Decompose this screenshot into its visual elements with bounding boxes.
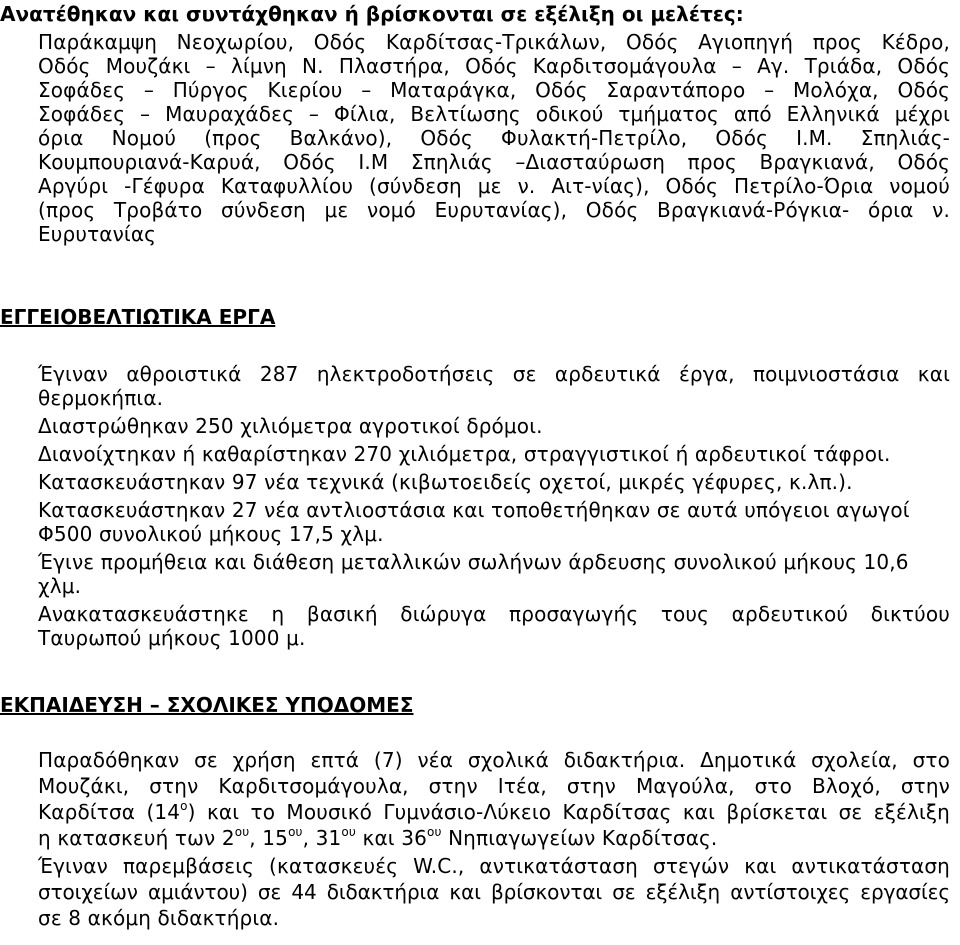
education-line-sup bbox=[38, 826, 950, 852]
studies-heading: Ανατέθηκαν και συντάχθηκαν ή βρίσκονται σε εξέλιξη οι μελέτες: bbox=[0, 2, 744, 26]
education-line: Μουζάκι, στην Καρδιτσομάγουλα, στην Ιτέα, στην Μαγούλα, στο Βλοχό, στην bbox=[38, 774, 950, 798]
studies-line: Παράκαμψη Νεοχωρίου, Οδός Καρδίτσας-Τρικάλων, Οδός Αγιοπηγή προς Κέδρο, bbox=[38, 30, 950, 54]
education-line: σε 8 ακόμη διδακτήρια. bbox=[38, 906, 280, 930]
land-works-line: Κατασκευάστηκαν 27 νέα αντλιοστάσια και τοποθετήθηκαν σε αυτά υπόγειοι αγωγοί bbox=[38, 498, 910, 522]
education-paragraph bbox=[38, 748, 950, 932]
studies-line: Σοφάδες – Μαυραχάδες – Φίλια, Βελτίωσης οδικού τμήματος από Ελληνικά μέχρι bbox=[38, 102, 950, 126]
land-works-line: χλμ. bbox=[38, 574, 82, 598]
studies-paragraph bbox=[38, 30, 950, 246]
ordinal-suffix: ου bbox=[234, 825, 250, 839]
land-works-line: Διαστρώθηκαν 250 χιλιόμετρα αγροτικοί δρόμοι. bbox=[38, 414, 543, 438]
land-works-line: θερμοκήπια. bbox=[38, 386, 164, 410]
education-text: , 31 bbox=[302, 826, 342, 850]
education-text: και 36 bbox=[356, 826, 427, 850]
ordinal-suffix: ου bbox=[426, 825, 442, 839]
studies-line: όρια Νομού (προς Βαλκάνο), Οδός Φυλακτή-Πετρίλο, Οδός Ι.Μ. Σπηλιάς- bbox=[38, 126, 950, 150]
education-text: ) και το Μουσικό Γυμνάσιο-Λύκειο Καρδίτσας και βρίσκεται σε εξέλιξη bbox=[187, 800, 950, 824]
ordinal-suffix: ου bbox=[341, 825, 357, 839]
land-works-line: Φ500 συνολικού μήκους 17,5 χλμ. bbox=[38, 522, 384, 546]
education-line-sup bbox=[38, 800, 950, 826]
land-works-paragraph bbox=[38, 362, 950, 650]
education-text: η κατασκευή των 2 bbox=[38, 826, 235, 850]
education-line: στοιχείων αμιάντου) σε 44 διδακτήρια και βρίσκονται σε εξέλιξη αντίστοιχες εργασίες bbox=[38, 880, 950, 904]
land-works-title: ΕΓΓΕΙΟΒΕΛΤΙΩΤΙΚΑ ΕΡΓΑ bbox=[0, 305, 276, 329]
education-text: Καρδίτσα (14 bbox=[38, 800, 181, 824]
land-works-line: Έγιναν αθροιστικά 287 ηλεκτροδοτήσεις σε αρδευτικά έργα, ποιμνιοστάσια και bbox=[38, 362, 950, 386]
land-works-line: Έγινε προμήθεια και διάθεση μεταλλικών σωλήνων άρδευσης συνολικού μήκους 10,6 bbox=[38, 550, 909, 574]
education-text: , 15 bbox=[249, 826, 289, 850]
land-works-line: Ανακατασκευάστηκε η βασική διώρυγα προσαγωγής τους αρδευτικού δικτύου bbox=[38, 602, 950, 626]
studies-line: Αργύρι -Γέφυρα Καταφυλλίου (σύνδεση με ν. Αιτ-νίας), Οδός Πετρίλο-Όρια νομού bbox=[38, 174, 950, 198]
studies-line: (προς Τροβάτο σύνδεση με νομό Ευρυτανίας), Οδός Βραγκιανά-Ρόγκια- όρια ν. bbox=[38, 198, 950, 222]
education-title: ΕΚΠΑΙΔΕΥΣΗ – ΣΧΟΛΙΚΕΣ ΥΠΟΔΟΜΕΣ bbox=[0, 693, 414, 717]
education-line: Έγιναν παρεμβάσεις (κατασκευές W.C., αντικατάσταση στεγών και αντικατάσταση bbox=[38, 854, 950, 878]
studies-line: Οδός Μουζάκι – λίμνη Ν. Πλαστήρα, Οδός Καρδιτσομάγουλα – Αγ. Τριάδα, Οδός bbox=[38, 54, 950, 78]
land-works-line: Διανοίχτηκαν ή καθαρίστηκαν 270 χιλιόμετρα, στραγγιστικοί ή αρδευτικοί τάφροι. bbox=[38, 442, 891, 466]
studies-line: Κουμπουριανά-Καρυά, Οδός Ι.Μ Σπηλιάς –Διασταύρωση προς Βραγκιανά, Οδός bbox=[38, 150, 950, 174]
studies-line: Ευρυτανίας bbox=[38, 222, 157, 246]
education-text: Νηπιαγωγείων Καρδίτσας. bbox=[441, 826, 718, 850]
land-works-line: Ταυρωπού μήκους 1000 μ. bbox=[38, 626, 306, 650]
education-line: Παραδόθηκαν σε χρήση επτά (7) νέα σχολικά διδακτήρια. Δημοτικά σχολεία, στο bbox=[38, 748, 950, 772]
land-works-line: Κατασκευάστηκαν 97 νέα τεχνικά (κιβωτοειδείς οχετοί, μικρές γέφυρες, κ.λπ.). bbox=[38, 470, 853, 494]
studies-line: Σοφάδες – Πύργος Κιερίου – Ματαράγκα, Οδός Σαραντάπορο – Μολόχα, Οδός bbox=[38, 78, 950, 102]
ordinal-suffix: ο bbox=[180, 799, 188, 813]
ordinal-suffix: ου bbox=[288, 825, 303, 839]
